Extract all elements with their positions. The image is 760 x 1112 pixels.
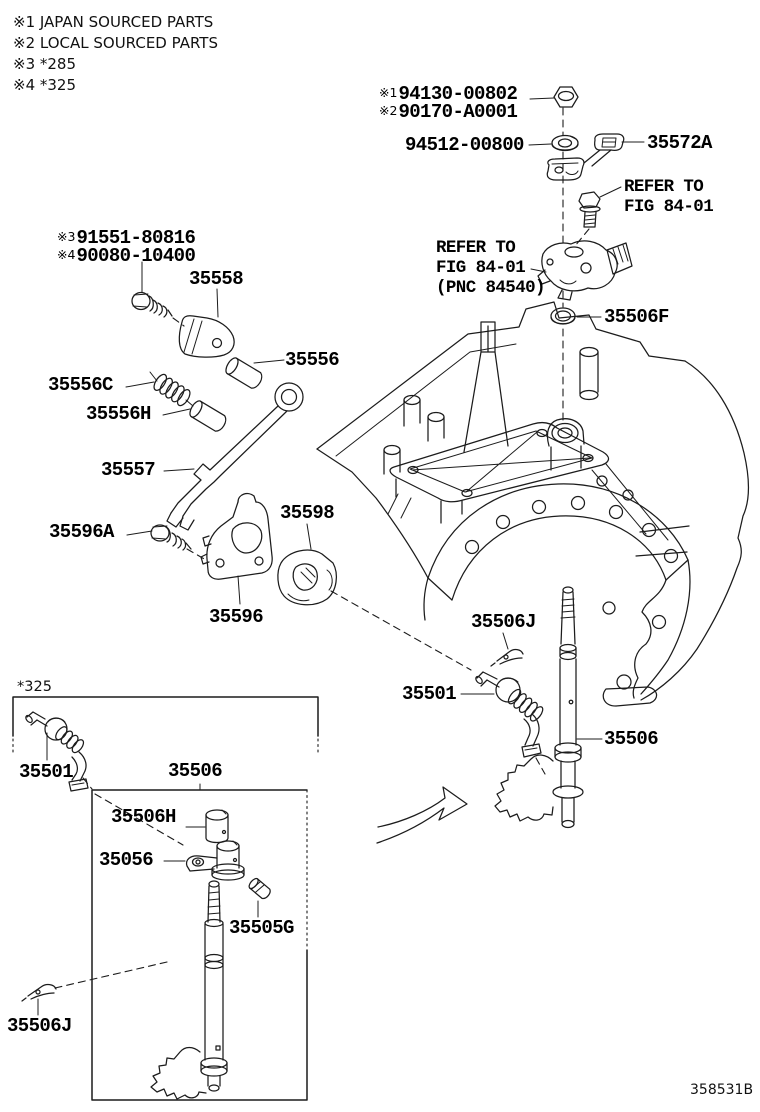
refer-mid-line2: FIG 84-01 bbox=[436, 258, 526, 278]
figure-code: 358531B bbox=[690, 1082, 754, 1098]
legend-item-note-325: ※4 *325 bbox=[13, 76, 77, 94]
callout-35506h-inset: 35506H bbox=[111, 806, 176, 828]
legend-item-local-sourced: ※2 LOCAL SOURCED PARTS bbox=[13, 34, 218, 52]
neutral-switch-pnc84540 bbox=[538, 241, 632, 300]
rotation-arrow bbox=[377, 787, 467, 843]
callout-35556h: 35556H bbox=[86, 403, 151, 425]
callout-refer-fig84-mid bbox=[436, 238, 545, 298]
callout-90170-prefix: ※2 bbox=[379, 102, 398, 118]
callout-35558: 35558 bbox=[189, 268, 244, 290]
clip-35506j-mid bbox=[491, 650, 523, 666]
callout-35556: 35556 bbox=[285, 349, 340, 371]
callout-35056-inset: 35056 bbox=[99, 849, 154, 871]
refer-top-line2: FIG 84-01 bbox=[624, 197, 714, 217]
callout-94512: 94512-00800 bbox=[405, 134, 524, 156]
callout-90080-prefix: ※4 bbox=[57, 246, 76, 262]
spring-35556c bbox=[150, 372, 193, 408]
legend-item-note-285: ※3 *285 bbox=[13, 55, 77, 73]
callout-35596: 35596 bbox=[209, 606, 264, 628]
refer-mid-line3: (PNC 84540) bbox=[436, 278, 545, 298]
callout-35598: 35598 bbox=[280, 502, 335, 524]
callout-35505g-inset: 35505G bbox=[229, 917, 294, 939]
washer-94512 bbox=[552, 136, 578, 151]
shaft-35506-inset bbox=[151, 881, 227, 1099]
callout-35596a: 35596A bbox=[49, 521, 114, 543]
callout-35557: 35557 bbox=[101, 459, 156, 481]
ring-35506f bbox=[551, 308, 575, 324]
sensor-35501-mid bbox=[475, 672, 545, 757]
callout-94130-prefix: ※1 bbox=[379, 84, 398, 100]
callout-35556c: 35556C bbox=[48, 374, 113, 396]
variant-note-325: *325 bbox=[17, 679, 52, 695]
transmission-case-drawing bbox=[317, 302, 748, 706]
pin-35505g-inset bbox=[247, 877, 272, 900]
callout-35506-inset: 35506 bbox=[168, 760, 223, 782]
callout-91551-number: 91551-80816 bbox=[76, 227, 196, 249]
bolt-refer-fig84-icon bbox=[579, 192, 600, 227]
bolt-91551-icon bbox=[132, 293, 172, 318]
plate-35596 bbox=[201, 494, 272, 580]
collar-35506h-inset bbox=[206, 810, 228, 843]
callout-90170 bbox=[379, 103, 517, 122]
callout-90080 bbox=[57, 247, 195, 266]
callout-refer-fig84-top bbox=[624, 177, 713, 217]
callout-35501-mid: 35501 bbox=[402, 683, 457, 705]
callout-35572a: 35572A bbox=[647, 132, 712, 154]
callout-90170-number: 90170-A0001 bbox=[398, 101, 518, 123]
variant-box-inner bbox=[92, 790, 307, 1100]
variant-box-outer bbox=[13, 697, 318, 752]
refer-mid-line1: REFER TO bbox=[436, 238, 516, 258]
cam-35598 bbox=[278, 550, 337, 605]
pin-35556h bbox=[188, 399, 229, 433]
plate-35558 bbox=[179, 316, 234, 357]
callout-35506-shaft: 35506 bbox=[604, 728, 659, 750]
callout-35501-inset: 35501 bbox=[19, 761, 74, 783]
legend-item-japan-sourced: ※1 JAPAN SOURCED PARTS bbox=[13, 13, 214, 31]
callout-91551-prefix: ※3 bbox=[57, 228, 76, 244]
callout-35506j-mid: 35506J bbox=[471, 611, 536, 633]
callout-35506f: 35506F bbox=[604, 306, 669, 328]
clip-35506j-bottom bbox=[22, 985, 56, 1001]
bracket-35056-inset bbox=[187, 841, 244, 880]
callout-35506j-bottom: 35506J bbox=[7, 1015, 72, 1037]
refer-top-line1: REFER TO bbox=[624, 177, 704, 197]
callout-94130-number: 94130-00802 bbox=[398, 83, 518, 105]
nut-94130 bbox=[554, 87, 578, 107]
pin-35556 bbox=[224, 356, 265, 390]
callout-90080-number: 90080-10400 bbox=[76, 245, 196, 267]
